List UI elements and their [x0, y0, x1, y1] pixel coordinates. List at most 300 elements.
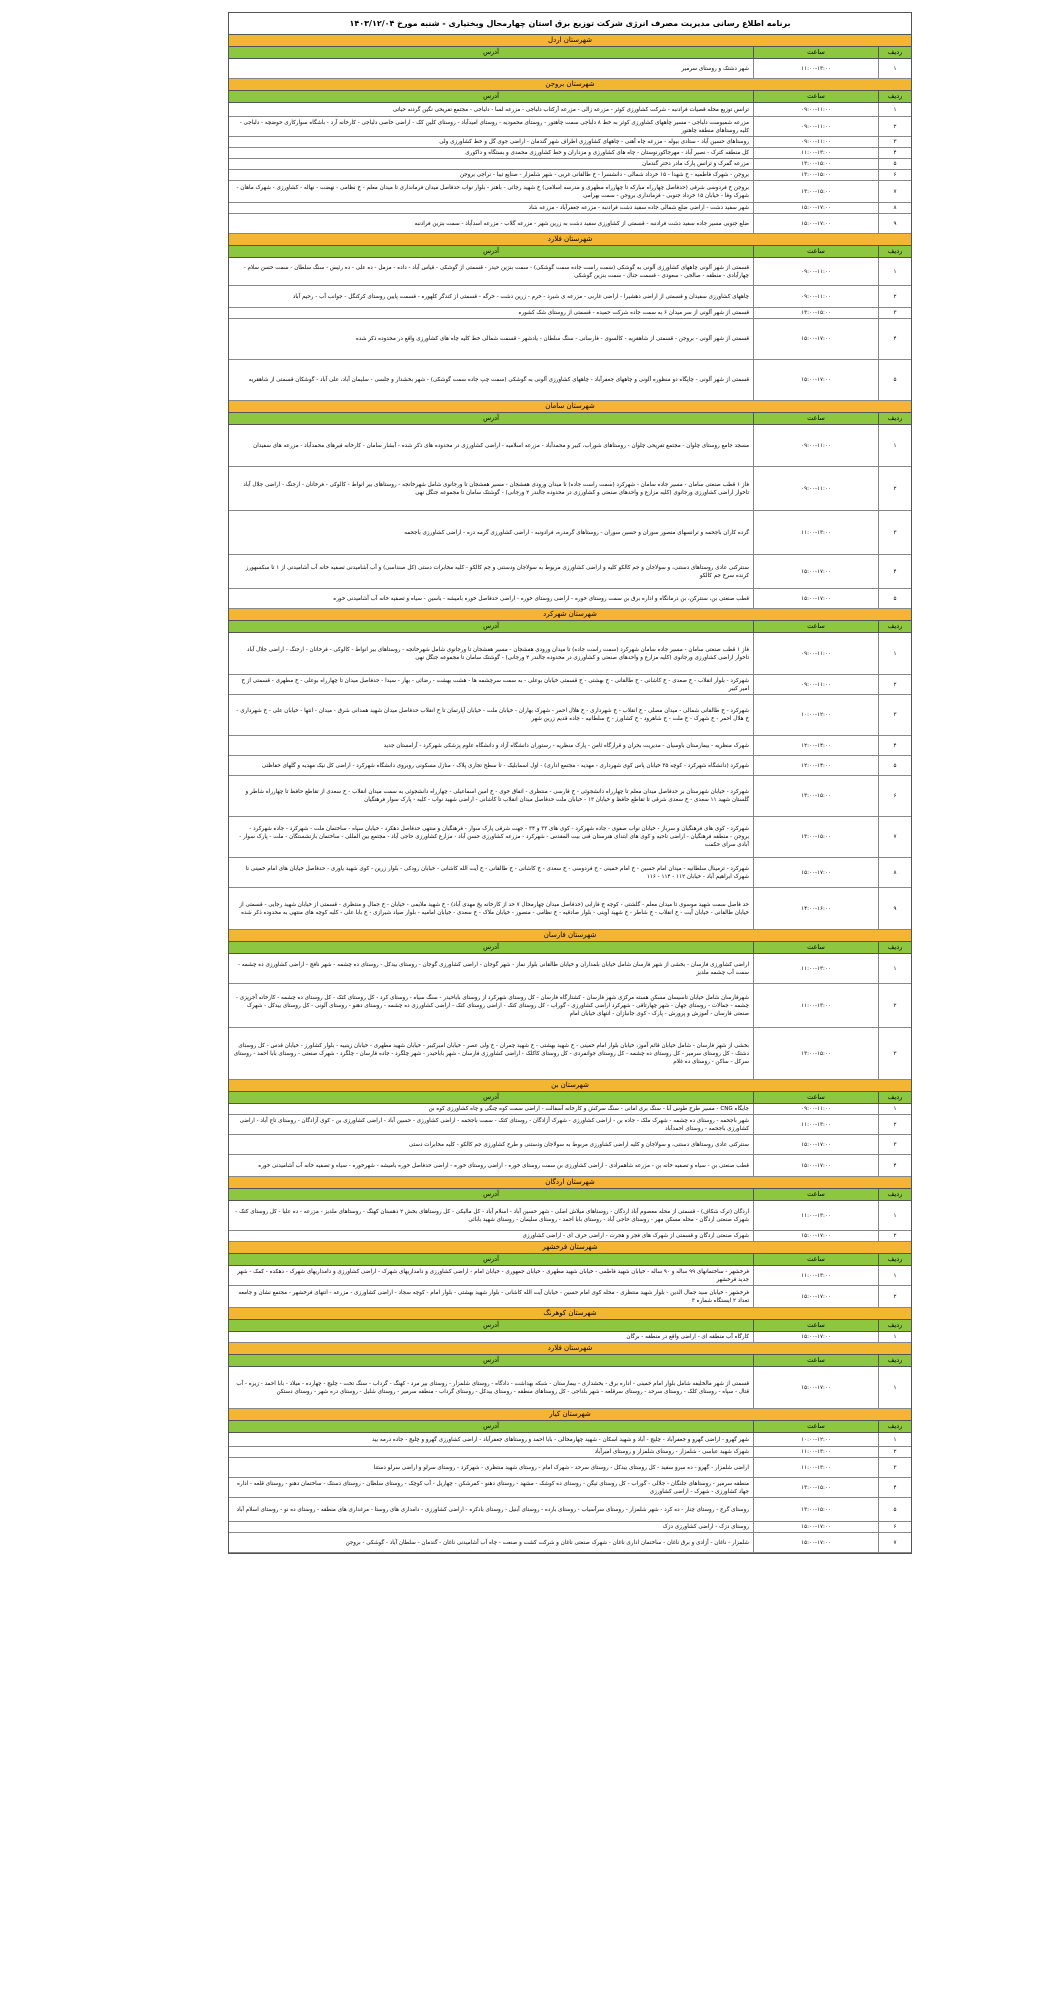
row-address-text: شهرکرد - خیابان شهرستان بر حدفاصل میدان معلم تا چهارراه دانشجوئی - خ فارسی - منتظری - اتفاق خوی - خ امین اسماعیلی - چهارراه دانشجوئی به سمت میدان انقلاب - خ سعدی از تقاطع حافظ تا چهارراه شاطر و گلستان شهید ۱۱ سعدی - خ سعدی شرقی تا تقاطع حافظ و خیابان ۱۳ - خیابان ملت حدفاصل میدان انقلاب تا کاشانی - اراضی شهید نواب - کلیه - پارک سوار فرهنگیان [245, 789, 749, 803]
column-header-address: آدرس [229, 91, 753, 102]
row-index: ۲ [878, 1115, 911, 1134]
table-row [229, 756, 911, 776]
table-row [229, 1498, 911, 1522]
row-address-text: اراضی کشاورزی فارسان - بخشی از شهر فارسان شامل خیابان بلمداران و خیابان طالقانی بلوار نماز - شهر گوجان - اراضی کشاورزی گوجان - روستای بیدکل - روستای ده چشمه - شهر نافچ - اراضی کشاورزی ده چشمه - سمت آب چشمه ملدیز [237, 961, 749, 976]
table-row [229, 1522, 911, 1533]
row-time: ۱۳:۰۰-۱۵:۰۰ [753, 1498, 878, 1521]
row-index: ۳ [878, 1028, 911, 1079]
table-row [229, 1367, 911, 1409]
row-address-text: اردگان (ترک شکاف) - قسمتی از محله معصوم آباد اردگان - روستاهای میلاش اصلی - شهر حسین آباد - اسلام آباد - کل مالیکی - کل روستاهای بخش ۲ دهستان کهنگ - روستاهای ملدیز - مزرعه - ده علیا - کل روستای کتک - شهرک صنعتی اردگان - محله مسکن مهر - روستای حاجی آباد - روستای بابا احمد - روستای سلیمان - روستای شهید بابائی [235, 1208, 749, 1223]
row-index: ۲ [878, 1286, 911, 1307]
table-row [229, 589, 911, 609]
table-row [229, 776, 911, 817]
column-header-time: ساعت [753, 47, 878, 58]
row-address [229, 1447, 753, 1457]
table-row [229, 736, 911, 756]
table-row [229, 308, 911, 319]
row-address-text: قسمتی از شهر آلونی از سر میدان ۶ به سمت جاده شرکت حمیده - قسمتی از روستای شک کشوره [518, 310, 749, 316]
row-address-text: مزرعه گمرک و ترانس پارک مادر دختر گندمان [642, 161, 749, 167]
row-index: ۲ [878, 117, 911, 136]
row-address [229, 319, 753, 359]
column-header-time: ساعت [753, 1421, 878, 1432]
row-index: ۳ [878, 695, 911, 735]
row-time: ۱۱:۰۰-۱۳:۰۰ [753, 148, 878, 158]
row-address [229, 1533, 753, 1552]
row-time: ۱۵:۰۰-۱۷:۰۰ [753, 1135, 878, 1154]
row-address [229, 214, 753, 233]
column-header-time: ساعت [753, 1355, 878, 1366]
row-address [229, 954, 753, 983]
column-header-time: ساعت [753, 1092, 878, 1103]
row-time: ۱۵:۰۰-۱۷:۰۰ [753, 1533, 878, 1552]
row-address-text: مزرعه شمیوست دلباجی - مسیر چاههای کشاورزی کوثر به خط ۸ دلباجی سمت چاهتور - روستای محمودیه - روستای امیدآباد - روستای کلین کک - اراضی خاصی دلباجی - کارخانه آرد - باشگاه سوارکاری حوضچه - دلباجی - کلیه روستاهای منطقه چاهتور [239, 119, 749, 134]
row-address [229, 736, 753, 755]
row-index: ۲ [878, 984, 911, 1027]
table-row [229, 1332, 911, 1343]
row-index: ۴ [878, 555, 911, 588]
row-address [229, 1135, 753, 1154]
county-section [229, 609, 911, 930]
row-index: ۵ [878, 756, 911, 775]
table-row [229, 258, 911, 286]
row-address-text: شهرک شهید عباسی - شلمزار - روستای شلمزار و روستای امیرآباد [594, 1449, 749, 1455]
column-header-address: آدرس [229, 942, 753, 953]
column-header-address: آدرس [229, 1355, 753, 1366]
county-title: شهرستان فارسان [229, 930, 911, 942]
row-time: ۰۹:۰۰-۱۱:۰۰ [753, 103, 878, 116]
row-index: ۱ [878, 258, 911, 285]
row-address [229, 170, 753, 180]
row-time: ۱۱:۰۰-۱۳:۰۰ [753, 1201, 878, 1230]
row-index: ۷ [878, 1533, 911, 1552]
table-row [229, 675, 911, 695]
column-header-address: آدرس [229, 1254, 753, 1265]
row-time: ۱۵:۰۰-۱۷:۰۰ [753, 589, 878, 608]
row-time: ۱۵:۰۰-۱۷:۰۰ [753, 1332, 878, 1342]
column-header-address: آدرس [229, 413, 753, 424]
row-index: ۸ [878, 858, 911, 887]
row-address [229, 1028, 753, 1079]
table-row [229, 360, 911, 401]
column-header-index: ردیف [878, 1189, 911, 1200]
row-address [229, 1522, 753, 1532]
row-address-text: شهرکرد - ترمینال سلطانیه - میدان امام حسین - خ امام خمینی - خ فردوسی - خ سعدی - خ کاشانی - خ طالقانی - خ آیت الله کاشانی - خیابان رودکی - بلوار زرین - کوی شهید یاوری - حدفاصل خیابان های امام خمینی تا شهرک ابراهیم آباد - خیابان ۱۱۲ - ۱۱۴ - ۱۱۶ [245, 865, 749, 880]
table-row [229, 1433, 911, 1447]
row-address-text: روستای دزک - اراضی کشاورزی دزک [662, 1524, 749, 1530]
county-title: شهرستان اردل [229, 35, 911, 47]
row-index: ۷ [878, 181, 911, 202]
row-time: ۰۹:۰۰-۱۱:۰۰ [753, 1104, 878, 1114]
row-time: ۱۵:۰۰-۱۷:۰۰ [753, 1231, 878, 1241]
row-index: ۸ [878, 203, 911, 213]
column-header-index: ردیف [878, 91, 911, 102]
row-index: ۴ [878, 1478, 911, 1497]
row-time: ۱۵:۰۰-۱۷:۰۰ [753, 555, 878, 588]
column-header-address: آدرس [229, 1092, 753, 1103]
table-row [229, 1155, 911, 1177]
row-index: ۳ [878, 308, 911, 318]
row-address-text: فاز ۱ قطب صنعتی سامان - مسیر جاده سامان شهرکرد (سمت راست جاده) تا میدان ورودی هفشجان - مسیر هفشجان تا ورجانوی شامل شهرخانجه - روستاهای بیر انواط - کالوکی - فرخانان - ارجنگ - اراضی جلال آباد تاخوار اراضی کشاورزی ورجانوی (کلیه مزارع و واحدهای صنعتی و کشاورزی در محدوده جالندر ۲ ورجانی) - گوشتک سامان تا مجموعه جنگل نهی [247, 646, 749, 661]
table-header [229, 1355, 911, 1367]
row-address-text: قطب صنعتی بن، سنترکن، بن درمانگاه و اداره برق بن سمت روستای خوره - اراضی روستای خوره - اراضی حدفاصل خوره بامیشه - باسین - سیاه و تصفیه خانه آب آشامیدنی خوره [333, 595, 749, 602]
row-index: ۱ [878, 1433, 911, 1446]
table-row [229, 1478, 911, 1498]
row-index: ۱ [878, 954, 911, 983]
row-time: ۱۱:۰۰-۱۳:۰۰ [753, 954, 878, 983]
row-address-text: بخشی از شهر فارسان - شامل خیابان قائم آموز، خیابان بلوار امام خمینی - خ شهید بهشتی - خ شهید چمران - خ ولی عصر - خیابان امیرکبیر - خیابان شهید مطهری - خیابان زینبیه - بلوار کشاورز - خیابان قدس - کل روستای دشتک - کل روستای سرمیر - کل روستای ده چشمه - کل روستای جوانمردی - کل روستای کاکلک - اراضی کشاورزی فارسان - شهر باباحیدر - شهر چلگرد - جاده فارسان - چلگرد - شهرک صنعتی - روستای بابا احمد - روستای سرکل - ساکن - روستای ده غلام [233, 1042, 749, 1065]
row-index: ۳ [878, 1135, 911, 1154]
table-row [229, 1104, 911, 1115]
row-index: ۱ [878, 1367, 911, 1408]
county-section [229, 79, 911, 234]
row-index: ۱ [878, 633, 911, 674]
row-address [229, 1367, 753, 1408]
column-header-time: ساعت [753, 91, 878, 102]
table-header [229, 1254, 911, 1266]
table-row [229, 59, 911, 79]
row-address [229, 1286, 753, 1307]
table-row [229, 214, 911, 234]
row-address [229, 1498, 753, 1521]
table-row [229, 286, 911, 308]
row-index: ۱ [878, 59, 911, 78]
county-title: شهرستان فلارد [229, 1343, 911, 1355]
table-header [229, 91, 911, 103]
row-address-text: شهرک صنعتی اردگان و قسمتی از شهرک های فجر و هجرت - اراضی حرف ای - اراضی کشاورزی [522, 1233, 749, 1239]
row-time: ۱۳:۰۰-۱۵:۰۰ [753, 170, 878, 180]
row-address [229, 776, 753, 816]
row-index: ۴ [878, 736, 911, 755]
row-address [229, 756, 753, 775]
row-index: ۶ [878, 1522, 911, 1532]
row-time: ۱۵:۰۰-۱۷:۰۰ [753, 1367, 878, 1408]
row-index: ۴ [878, 148, 911, 158]
county-title: شهرستان کیار [229, 1409, 911, 1421]
row-index: ۲ [878, 1447, 911, 1457]
row-address [229, 633, 753, 674]
county-section [229, 930, 911, 1080]
row-address [229, 1433, 753, 1446]
county-section [229, 1177, 911, 1242]
table-header [229, 1189, 911, 1201]
row-index: ۱ [878, 1201, 911, 1230]
row-time: ۱۵:۰۰-۱۷:۰۰ [753, 203, 878, 213]
column-header-index: ردیف [878, 942, 911, 953]
row-index: ۲ [878, 675, 911, 694]
row-address [229, 1115, 753, 1134]
row-time: ۱۱:۰۰-۱۳:۰۰ [753, 1447, 878, 1457]
table-row [229, 888, 911, 930]
table-row [229, 181, 911, 203]
county-title: شهرستان بن [229, 1080, 911, 1092]
row-address [229, 1155, 753, 1176]
row-time: ۱۱:۰۰-۱۳:۰۰ [753, 511, 878, 554]
row-address-text: چاههای کشاورزی سفیدان و قسمتی از اراضی دهشیرا - اراضی غاربی - مزرعه ی شیرد - خرم - زرین دشت - خرگه - قسمتی از کندگر کلهوره - قسمت پایین روستای کرکنگل - جوانب آب - رحیم آباد [292, 293, 749, 300]
row-time: ۱۵:۰۰-۱۷:۰۰ [753, 319, 878, 359]
row-index: ۵ [878, 1498, 911, 1521]
row-address-text: فاز ۱ قطب صنعتی سامان - مسیر جاده سامان - شهرکرد (سمت راست جاده) تا میدان ورودی هفشجان - مسیر هفشجان تا ورجانوی شامل شهرخانجه - روستاهای بیر انواط - کالوکی - فرخانان - ارجنگ - اراضی جلال آباد تاخوار اراضی کشاورزی ورجانوی (کلیه مزارع و واحدهای صنعتی و کشاورزی در محدوده جالندر ۲ ورجانی) - گوشتک سامان تا مجموعه جنگل نهی [243, 481, 749, 496]
row-time: ۱۳:۰۰-۱۵:۰۰ [753, 817, 878, 857]
county-title: شهرستان فرخشهر [229, 1242, 911, 1254]
row-address-text: ضلع جنوبی مسیر جاده سفید دشت فرادنبه - قسمتی از کشاورزی سفید دشت به زرین شهر - مزرعه گلاب - مزرعه اسدآباد - سمت بنزین فرادنبه [414, 220, 749, 227]
county-section [229, 1308, 911, 1343]
row-address-text: شهرکرد (دانشگاه شهرکرد - کوچه ۳۵ خیابان پاس کوی شهرداری - مهدیه - مجتمع اداری) - اول اسمابلیک - تا سطح تجاری پلاک - منازل مسکونی روبروی دانشگاه شهرکرد - اراضی کل نیک مهدیه و گلهای حفاظتی [261, 762, 749, 769]
row-time: ۰۹:۰۰-۱۱:۰۰ [753, 137, 878, 147]
table-row [229, 695, 911, 736]
row-index: ۵ [878, 589, 911, 608]
table-row [229, 203, 911, 214]
row-time: ۱۱:۰۰-۱۳:۰۰ [753, 1458, 878, 1477]
row-address-text: سنترکنی عادی روستاهای دستنی، و سولاجان و کلیه اراضی کشاورزی مربوط به سولاجان ودستنی و طرح کشاورزی جم کالکو - کلیه مخابرات دستی [408, 1141, 749, 1148]
row-address [229, 1458, 753, 1477]
row-time: ۱۱:۰۰-۱۳:۰۰ [753, 1115, 878, 1134]
row-address-text: شهرک منظریه - بیمارستان باوسیان - مدیریت بحران و قرارگاه ثامن - پارک منظریه - رستوران دانشگاه آزاد و دانشگاه علوم پزشکی شهرکرد - آرامستان جدید [383, 742, 749, 749]
column-header-address: آدرس [229, 47, 753, 58]
column-header-index: ردیف [878, 1320, 911, 1331]
row-address-text: منطقه سرمیر - روستاهای جلنگان - جلالی - گوراب - کل روستای تیگن - روستای ده کوشک - مشهد - روستای دهنو - کمرشکن - چهاریل - آب کوچک - روستای سلطان - روستای دستک - ساختمان دهنو - روستای قلعه - اداره جهاد کشاورزی - شهرک - اراضی کشاورزی [236, 1480, 749, 1495]
row-address [229, 675, 753, 694]
table-row [229, 1458, 911, 1478]
table-row [229, 1201, 911, 1231]
row-address [229, 117, 753, 136]
column-header-address: آدرس [229, 1189, 753, 1200]
row-address [229, 360, 753, 400]
row-time: ۰۹:۰۰-۱۱:۰۰ [753, 675, 878, 694]
row-time: ۱۵:۰۰-۱۷:۰۰ [753, 1155, 878, 1176]
row-time: ۱۲:۰۰-۱۴:۰۰ [753, 756, 878, 775]
row-time: ۱۳:۰۰-۱۵:۰۰ [753, 308, 878, 318]
row-address-text: روستای گرج - روستای چنار - ده کرد - شهر شلمزار - روستای سرآسیاب - روستای بارده - روستای آبنیل - روستای بادکره - اراضی کشاورزی - دامداری های روستا - مرغداری های منطقه - روستای ده نو - روستای اسلام آباد [236, 1506, 749, 1513]
county-section [229, 1343, 911, 1409]
row-time: ۱۴:۰۰-۱۶:۰۰ [753, 888, 878, 929]
column-header-index: ردیف [878, 1421, 911, 1432]
row-address [229, 203, 753, 213]
column-header-time: ساعت [753, 1254, 878, 1265]
row-time: ۱۳:۰۰-۱۵:۰۰ [753, 1478, 878, 1497]
table-row [229, 984, 911, 1028]
table-row [229, 555, 911, 589]
table-row [229, 319, 911, 360]
row-time: ۱۳:۰۰-۱۵:۰۰ [753, 1028, 878, 1079]
column-header-index: ردیف [878, 246, 911, 257]
table-row [229, 159, 911, 170]
row-index: ۹ [878, 214, 911, 233]
row-address-text: فرخشهر - خیابان سید جمال الدین - بلوار شهید منتظری - محله کوی امام حسین - خیابان آیت الله کاشانی - بلوار شهید بهشتی - بلوار امام - کوچه سجاد - اراضی کشاورزی - مزرعه - انتهای فرخشهر - مجتمع نشان و جامعه تعداد ۲ ایستگاه شماره ۳ [238, 1289, 749, 1304]
row-time: ۱۲:۰۰-۱۴:۰۰ [753, 736, 878, 755]
row-address [229, 858, 753, 887]
row-address [229, 511, 753, 554]
row-address [229, 1332, 753, 1342]
row-time: ۰۹:۰۰-۱۱:۰۰ [753, 286, 878, 307]
row-address [229, 148, 753, 158]
table-header [229, 47, 911, 59]
table-row [229, 633, 911, 675]
row-address-text: شهر سفید دشت - اراضی ضلع شمالی جاده سفید دشت فرادنبه - مزرعه جعفرآباد - مزرعه شاد [528, 205, 749, 211]
table-row [229, 1286, 911, 1308]
row-address-text: شهرکرد - بلوار انقلاب - خ صعدی - خ کاشانی - خ طالقانی - خ بهشتی - خ قسمتی خیابان بوعلی - به سمت سرچشمه ها - هشت بهشت - رضائی - بهار - سیدا - حدفاصل میدان تا چهارراه بوعلی - خ مطهری - قسمتی از خ امیر کبیر [241, 677, 749, 692]
column-header-index: ردیف [878, 1092, 911, 1103]
table-header [229, 621, 911, 633]
county-title: شهرستان اردگان [229, 1177, 911, 1189]
row-index: ۷ [878, 817, 911, 857]
row-address-text: قسمتی از شهر آلونی - چاپگاه دو منظوره آلونی و چاههای جعفرآباد - چاههای کشاورزی آلونی به گوشکی (سمت چپ جاده سمت گوشکی) - شهر بخشدار و جلسی - سلیمان آباد، علی آباد - گوشکان قسمتی از شاهقریه [248, 377, 749, 383]
table-row [229, 1266, 911, 1286]
row-time: ۱۵:۰۰-۱۷:۰۰ [753, 1522, 878, 1532]
row-time: ۱۱:۰۰-۱۳:۰۰ [753, 59, 878, 78]
row-address-text: سنترکنی عادی روستاهای دستنی، و سولاجان و جم کالکو کلیه و اراضی کشاورزی مربوط به سولاجان ودستنی و جم کالکو - کلیه مخابرات دستی (کل صنداسی) و آب آشامیدنی تصفیه خانه آب آشامیدنی از ۱ تا سکسهورز کرنده سرخ جم کالکو [245, 564, 749, 579]
row-index: ۵ [878, 159, 911, 169]
column-header-time: ساعت [753, 1320, 878, 1331]
row-address-text: کل منطقه کترک - نصیر آباد - مهرجاکورنوستان - چاه های کشاورزی و مزداران و خط کشاورزی محمدی و بستگاه و داکوری [465, 150, 749, 156]
table-header [229, 942, 911, 954]
row-address-text: بروجن خ فردوسی شرقی (حدفاصل چهارراه مبارکه تا چهارراه مطهری و مدرسه اسلامی) خ شهید رجائی - باهنر - بلوار نواب حدفاصل میدان فرمانداری تا میدان معلم - خ نظامی - نهضت - نهاله - کشاورزی - شهرک ماهان - شهرک وفا - خیابان ۱۵ خرداد جنوبی - فرمانداری بروجن - سمت بهرامی [236, 184, 749, 199]
table-header [229, 246, 911, 258]
row-address-text: قسمتی از شهر آلونی چاههای کشاورزی آلونی به گوشکی (سمت راست جاده سمت گوشکی) - سمت بنزین حیدر - قسمتی از گوشکی - قیاس آباد - داده - مزمل - ده علی - ده رئیس - سنگ سلطان - سمت حسن سلام - چهارآبادی - منطقه - صالحی - سعودی - قسمت جنال - سمت بنزین گوشکی [243, 264, 749, 279]
row-address [229, 984, 753, 1027]
table-row [229, 103, 911, 117]
row-address-text: اراضی شلمزار - گهرو - ده سرو سفید - کل روستای بیدکل - روستای سرحد - شهرک امام - روستای شهید منتظری - شهرکرد - روستای سرلو و اراضی سرلو دستنا [373, 1464, 749, 1471]
row-address [229, 159, 753, 169]
row-address [229, 286, 753, 307]
row-time: ۰۹:۰۰-۱۱:۰۰ [753, 467, 878, 510]
column-header-time: ساعت [753, 621, 878, 632]
row-address-text: ترانس توزیع محله قصیات فرادنبه - شرکت کشاورزی کوثر - مزرعه زالی - مزرعه آرکتاب دلباجی - مزرعه لسا - دلباجی - مجتمع تفریحی نگین گردنه حیاتی [392, 106, 749, 113]
county-section [229, 1409, 911, 1553]
table-row [229, 117, 911, 137]
row-address-text: روستاهای حسین آباد - ستادی بیوله - مزرعه چاه آهنی - چاههای کشاورزی اطراف شهر گندمان - اراضی جوی گل و خط کشاورزی ولی [439, 139, 749, 145]
column-header-index: ردیف [878, 1355, 911, 1366]
row-address [229, 555, 753, 588]
row-index: ۵ [878, 360, 911, 400]
row-time: ۰۹:۰۰-۱۱:۰۰ [753, 633, 878, 674]
table-header [229, 1092, 911, 1104]
row-index: ۱ [878, 1332, 911, 1342]
column-header-time: ساعت [753, 246, 878, 257]
column-header-time: ساعت [753, 413, 878, 424]
row-address [229, 103, 753, 116]
row-time: ۱۱:۰۰-۱۳:۰۰ [753, 1266, 878, 1285]
county-title: شهرستان کوهرنگ [229, 1308, 911, 1320]
row-time: ۱۳:۰۰-۱۵:۰۰ [753, 776, 878, 816]
row-index: ۴ [878, 319, 911, 359]
row-time: ۱۵:۰۰-۱۷:۰۰ [753, 360, 878, 400]
row-index: ۳ [878, 1458, 911, 1477]
county-title: شهرستان سامان [229, 401, 911, 413]
row-address [229, 59, 753, 78]
row-address-text: شهرکرد - خ طالقانی شمالی - میدان مصلی - خ انقلاب - خ شهرداری - خ هلال احمر - شهرک بهاران - خیابان ملت - خیابان آپارتمان تا خ انقلاب حدفاصل میدان شهید همدانی شرق - میدان - انتها - خیابان علی - خ شهرداری - خ هلال احمر - خ شهرک - خ ملت - خ شاهرود - خ کشاورز - خ سلطانیه - جاده قدیم زرین شهر [236, 708, 749, 722]
table-header [229, 1320, 911, 1332]
row-index: ۱ [878, 1104, 911, 1114]
row-address [229, 137, 753, 147]
row-address-text: جایگاه CNG - مسیر طرح طوس آبا - سنگ بری امانی - سنگ سرکش و کارخانه آسفالت - اراضی سمت کوه چنگی و چاه کشاورزی کوه بن [428, 1106, 749, 1112]
row-address-text: حد فاصل سمت شهید موسوی تا میدان معلم - گلشتی - کوچه خ فارابی (حدفاصل میدان چهارمحال ۷ حد از کارخانه یخ مهدی آباد) - خ شهید ملایمی - خیابان - خ جمال و منتظری - قسمتی از خیابان شهید رجایی - قسمتی از خیابان طالقانی - خیابان آیت - خ انقلاب - خ شاطر - خ شهید آوینی - بلوار صادقیه - خ نظامی - منصور - خیابان ملاک - خ سعدی - خیابان امامیه - بلوار صیاد شیرازی - خ بابا علی - کلیه کوچه های منتهی به محدوده ذکر شده [239, 901, 749, 916]
table-row [229, 858, 911, 888]
schedule-page [228, 12, 912, 1554]
row-index: ۱ [878, 1266, 911, 1285]
row-index: ۹ [878, 888, 911, 929]
row-time: ۱۵:۰۰-۱۷:۰۰ [753, 1286, 878, 1307]
county-sections [229, 35, 911, 1553]
county-title: شهرستان شهرکرد [229, 609, 911, 621]
county-title: شهرستان فلارد [229, 234, 911, 246]
row-address-text: بروجن - شهرک فاطمیه - خ شهدا - ۱۵ خرداد شمالی - دانشسرا - خ طالقانی غربی - شهر شلمزار - صنایع تیبا - نراجی بروجن [459, 172, 749, 178]
row-address [229, 308, 753, 318]
row-address-text: گرده کاران باجحمه و ترانسهای منصور سوران و حسین سوران - روستاهای گرمدره، فرادونبه - اراضی کشاورزی گرمه دره - اراضی کشاورزی باجحمه [404, 529, 749, 536]
table-row [229, 1231, 911, 1242]
table-row [229, 1135, 911, 1155]
county-section [229, 1242, 911, 1308]
table-row [229, 425, 911, 467]
table-row [229, 170, 911, 181]
row-index: ۳ [878, 511, 911, 554]
row-address [229, 695, 753, 735]
row-address [229, 888, 753, 929]
row-index: ۳ [878, 137, 911, 147]
table-row [229, 511, 911, 555]
table-row [229, 1533, 911, 1553]
row-time: ۱۰:۰۰-۱۲:۰۰ [753, 1433, 878, 1446]
row-address [229, 181, 753, 202]
column-header-address: آدرس [229, 621, 753, 632]
table-row [229, 1115, 911, 1135]
table-row [229, 817, 911, 858]
table-row [229, 148, 911, 159]
table-row [229, 1447, 911, 1458]
county-section [229, 35, 911, 79]
row-index: ۶ [878, 776, 911, 816]
row-index: ۱ [878, 103, 911, 116]
row-address-text: شهر باجحمه - روستای ده چشمه - شهرک ملک - جاده بن - اراضی کشاورزی - شهرک آزادگان - روستای کتک - سمت باجحمه - اراضی کشاورزی - حسین آباد - اراضی کشاورزی بن - کوی آزادگان - روستای تاج آباد - اراضی کشاورزی باجحمه - روستای احمدآباد [239, 1117, 749, 1132]
row-index: ۱ [878, 425, 911, 466]
table-header [229, 1421, 911, 1433]
table-row [229, 137, 911, 148]
page-title: برنامه اطلاع رسانی مدیریت مصرف انرژی شرکت توزیع برق استان چهارمحال وبختیاری - شنبه مورخ ۱۴۰۳/۱۲/۰۴ [229, 13, 911, 35]
row-address [229, 1478, 753, 1497]
row-address [229, 1231, 753, 1241]
county-section [229, 1080, 911, 1177]
row-time: ۰۹:۰۰-۱۱:۰۰ [753, 117, 878, 136]
row-time: ۱۳:۰۰-۱۵:۰۰ [753, 181, 878, 202]
column-header-index: ردیف [878, 413, 911, 424]
column-header-index: ردیف [878, 1254, 911, 1265]
row-address [229, 1201, 753, 1230]
table-row [229, 1028, 911, 1080]
column-header-time: ساعت [753, 1189, 878, 1200]
county-title: شهرستان بروجن [229, 79, 911, 91]
column-header-time: ساعت [753, 942, 878, 953]
county-section [229, 401, 911, 609]
row-address-text: قسمتی از شهر مالخلیفه شامل بلوار امام خمینی - اداره برق - بخشداری - بیمارستان - شبکه بهداشت - دادگاه - روستای شلمزار - روستای بیر مرد - کهنگ - گرداب - سنگ تخت - چلیچ - چهارده - میلاد - بابا احمد - زیره - آب قتال - سپاه - روستای کلک - روستای سرحد - روستای سرقلعه - شهر بلداجی - کل روستاهای منطقه - روستای بیدکل - روستای گرداب - منطقه سرمیر - روستای شلیل - روستای دره شهر - روستای دستکن [236, 1380, 749, 1395]
row-time: ۱۵:۰۰-۱۷:۰۰ [753, 858, 878, 887]
row-index: ۴ [878, 1155, 911, 1176]
row-address-text: کارگاه آب منطقه ای - اراضی واقع در منطقه - برگان [626, 1334, 749, 1340]
table-header [229, 413, 911, 425]
table-row [229, 954, 911, 984]
row-time: ۱۳:۰۰-۱۵:۰۰ [753, 159, 878, 169]
row-address [229, 1266, 753, 1285]
column-header-address: آدرس [229, 1320, 753, 1331]
row-address-text: شهرکرد - کوی های فرهنگیان و سرباز - خیابان نواب صفوی - جاده شهرکرد - کوی های ۳۳ و ۳۴ - جهت شرقی پارک سوار - فرهنگیان و منتهی حدفاصل دهکرد - خیابان سپاه - ساختمان ملت - شهرکرد - جاده شهرکرد - بروجن - منطقه فرهنگیان - اراضی ناحیه و کوی های ابتدای هنرستان فنی بیت المقدس - شهرکرد - مزرعه کشاورزی حسن آباد - مزارع کشاورزی حاجی آباد - مجتمع بین المللی - ساختمان بازنشستگان - ملت - پارک سوار - آبادی سرای حکمت [239, 826, 749, 848]
column-header-address: آدرس [229, 246, 753, 257]
row-time: ۰۹:۰۰-۱۱:۰۰ [753, 258, 878, 285]
row-time: ۱۱:۰۰-۱۳:۰۰ [753, 984, 878, 1027]
county-section [229, 234, 911, 401]
column-header-index: ردیف [878, 47, 911, 58]
row-address [229, 589, 753, 608]
table-row [229, 467, 911, 511]
column-header-address: آدرس [229, 1421, 753, 1432]
row-address-text: قسمتی از شهر آلونی - بروجن - قسمتی از شاهقریه - کالسوی - فارسانی - سنگ سلطان - یادشهر - قسمت شمالی خط کلیه چاه های کشاورزی واقع در محدوده ذکر شده [355, 336, 749, 342]
